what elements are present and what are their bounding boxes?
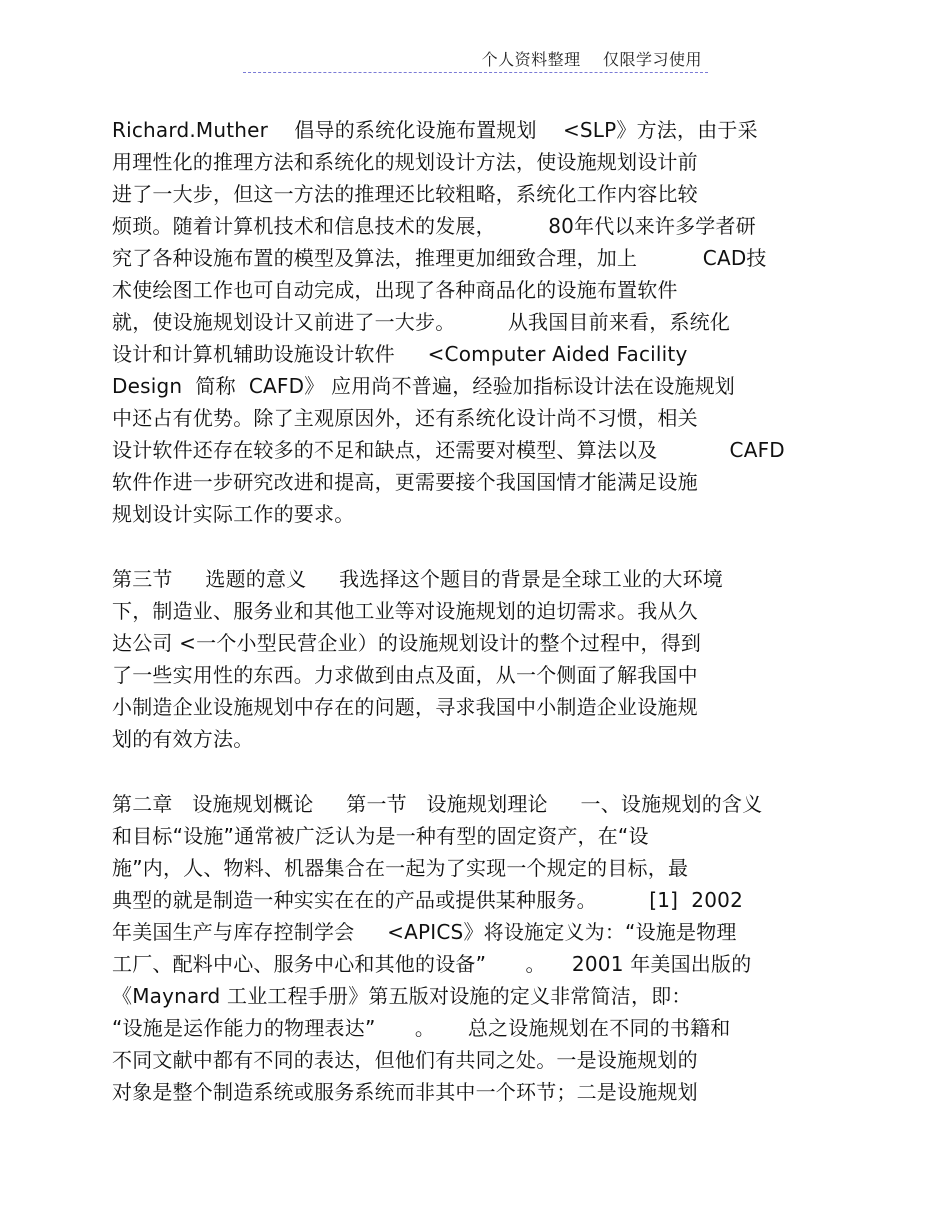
text-line: 术使绘图工作也可自动完成，出现了各种商品化的设施布置软件 bbox=[112, 278, 678, 302]
text-line: 规划设计实际工作的要求。 bbox=[112, 502, 355, 526]
paragraph-spacer bbox=[112, 755, 892, 788]
text-line: 第二章 设施规划概论 第一节 设施规划理论 一、设施规划的含义 bbox=[112, 792, 763, 816]
text-line: 典型的就是制造一种实实在在的产品或提供某种服务。 [1] 2002 bbox=[112, 888, 744, 912]
text-line: 设计软件还存在较多的不足和缺点，还需要对模型、算法以及 CAFD bbox=[112, 438, 785, 462]
text-line: 小制造企业设施规划中存在的问题，寻求我国中小制造企业设施规 bbox=[112, 695, 698, 719]
text-line: 不同文献中都有不同的表达，但他们有共同之处。一是设施规划的 bbox=[112, 1048, 698, 1072]
text-line: Design 简称 CAFD》 应用尚不普遍，经验加指标设计法在设施规划 bbox=[112, 374, 735, 398]
header-text: 个人资料整理 仅限学习使用 bbox=[481, 50, 702, 69]
text-line: 进了一大步，但这一方法的推理还比较粗略，系统化工作内容比较 bbox=[112, 182, 698, 206]
text-line: 中还占有优势。除了主观原因外，还有系统化设计尚不习惯，相关 bbox=[112, 406, 698, 430]
text-line: 第三节 选题的意义 我选择这个题目的背景是全球工业的大环境 bbox=[112, 567, 723, 591]
paragraph-facility-planning-overview bbox=[112, 788, 892, 1108]
text-line: 烦琐。随着计算机技术和信息技术的发展， 80年代以来许多学者研 bbox=[112, 214, 756, 238]
text-line: 工厂、配料中心、服务中心和其他的设备” 。 2001 年美国出版的 bbox=[112, 952, 752, 976]
text-line: 究了各种设施布置的模型及算法，推理更加细致合理，加上 CAD技 bbox=[112, 246, 767, 270]
text-line: 软件作进一步研究改进和提高，更需要接个我国国情才能满足设施 bbox=[112, 470, 698, 494]
text-line: 下，制造业、服务业和其他工业等对设施规划的迫切需求。我从久 bbox=[112, 599, 698, 623]
text-line: 施”内，人、物料、机器集合在一起为了实现一个规定的目标，最 bbox=[112, 856, 689, 880]
text-line: 设计和计算机辅助设施设计软件 <Computer Aided Facility bbox=[112, 342, 688, 366]
text-line: 《Maynard 工业工程手册》第五版对设施的定义非常简洁，即： bbox=[112, 984, 692, 1008]
text-line: 对象是整个制造系统或服务系统而非其中一个环节；二是设施规划 bbox=[112, 1080, 698, 1104]
paragraph-slp-history bbox=[112, 114, 892, 530]
text-line: 和目标“设施”通常被广泛认为是一种有型的固定资产，在“设 bbox=[112, 824, 649, 848]
page-header bbox=[243, 44, 708, 73]
document-body bbox=[112, 114, 892, 1108]
text-line: Richard.Muther 倡导的系统化设施布置规划 <SLP》方法，由于采 bbox=[112, 118, 758, 142]
text-line: “设施是运作能力的物理表达” 。 总之设施规划在不同的书籍和 bbox=[112, 1016, 731, 1040]
text-line: 达公司 <一个小型民营企业）的设施规划设计的整个过程中，得到 bbox=[112, 631, 702, 655]
paragraph-spacer bbox=[112, 530, 892, 563]
text-line: 年美国生产与库存控制学会 <APICS》将设施定义为：“设施是物理 bbox=[112, 920, 737, 944]
text-line: 就，使设施规划设计又前进了一大步。 从我国目前来看，系统化 bbox=[112, 310, 731, 334]
text-line: 划的有效方法。 bbox=[112, 727, 254, 751]
text-line: 了一些实用性的东西。力求做到由点及面，从一个侧面了解我国中 bbox=[112, 663, 698, 687]
paragraph-topic-significance bbox=[112, 563, 892, 755]
text-line: 用理性化的推理方法和系统化的规划设计方法，使设施规划设计前 bbox=[112, 150, 698, 174]
